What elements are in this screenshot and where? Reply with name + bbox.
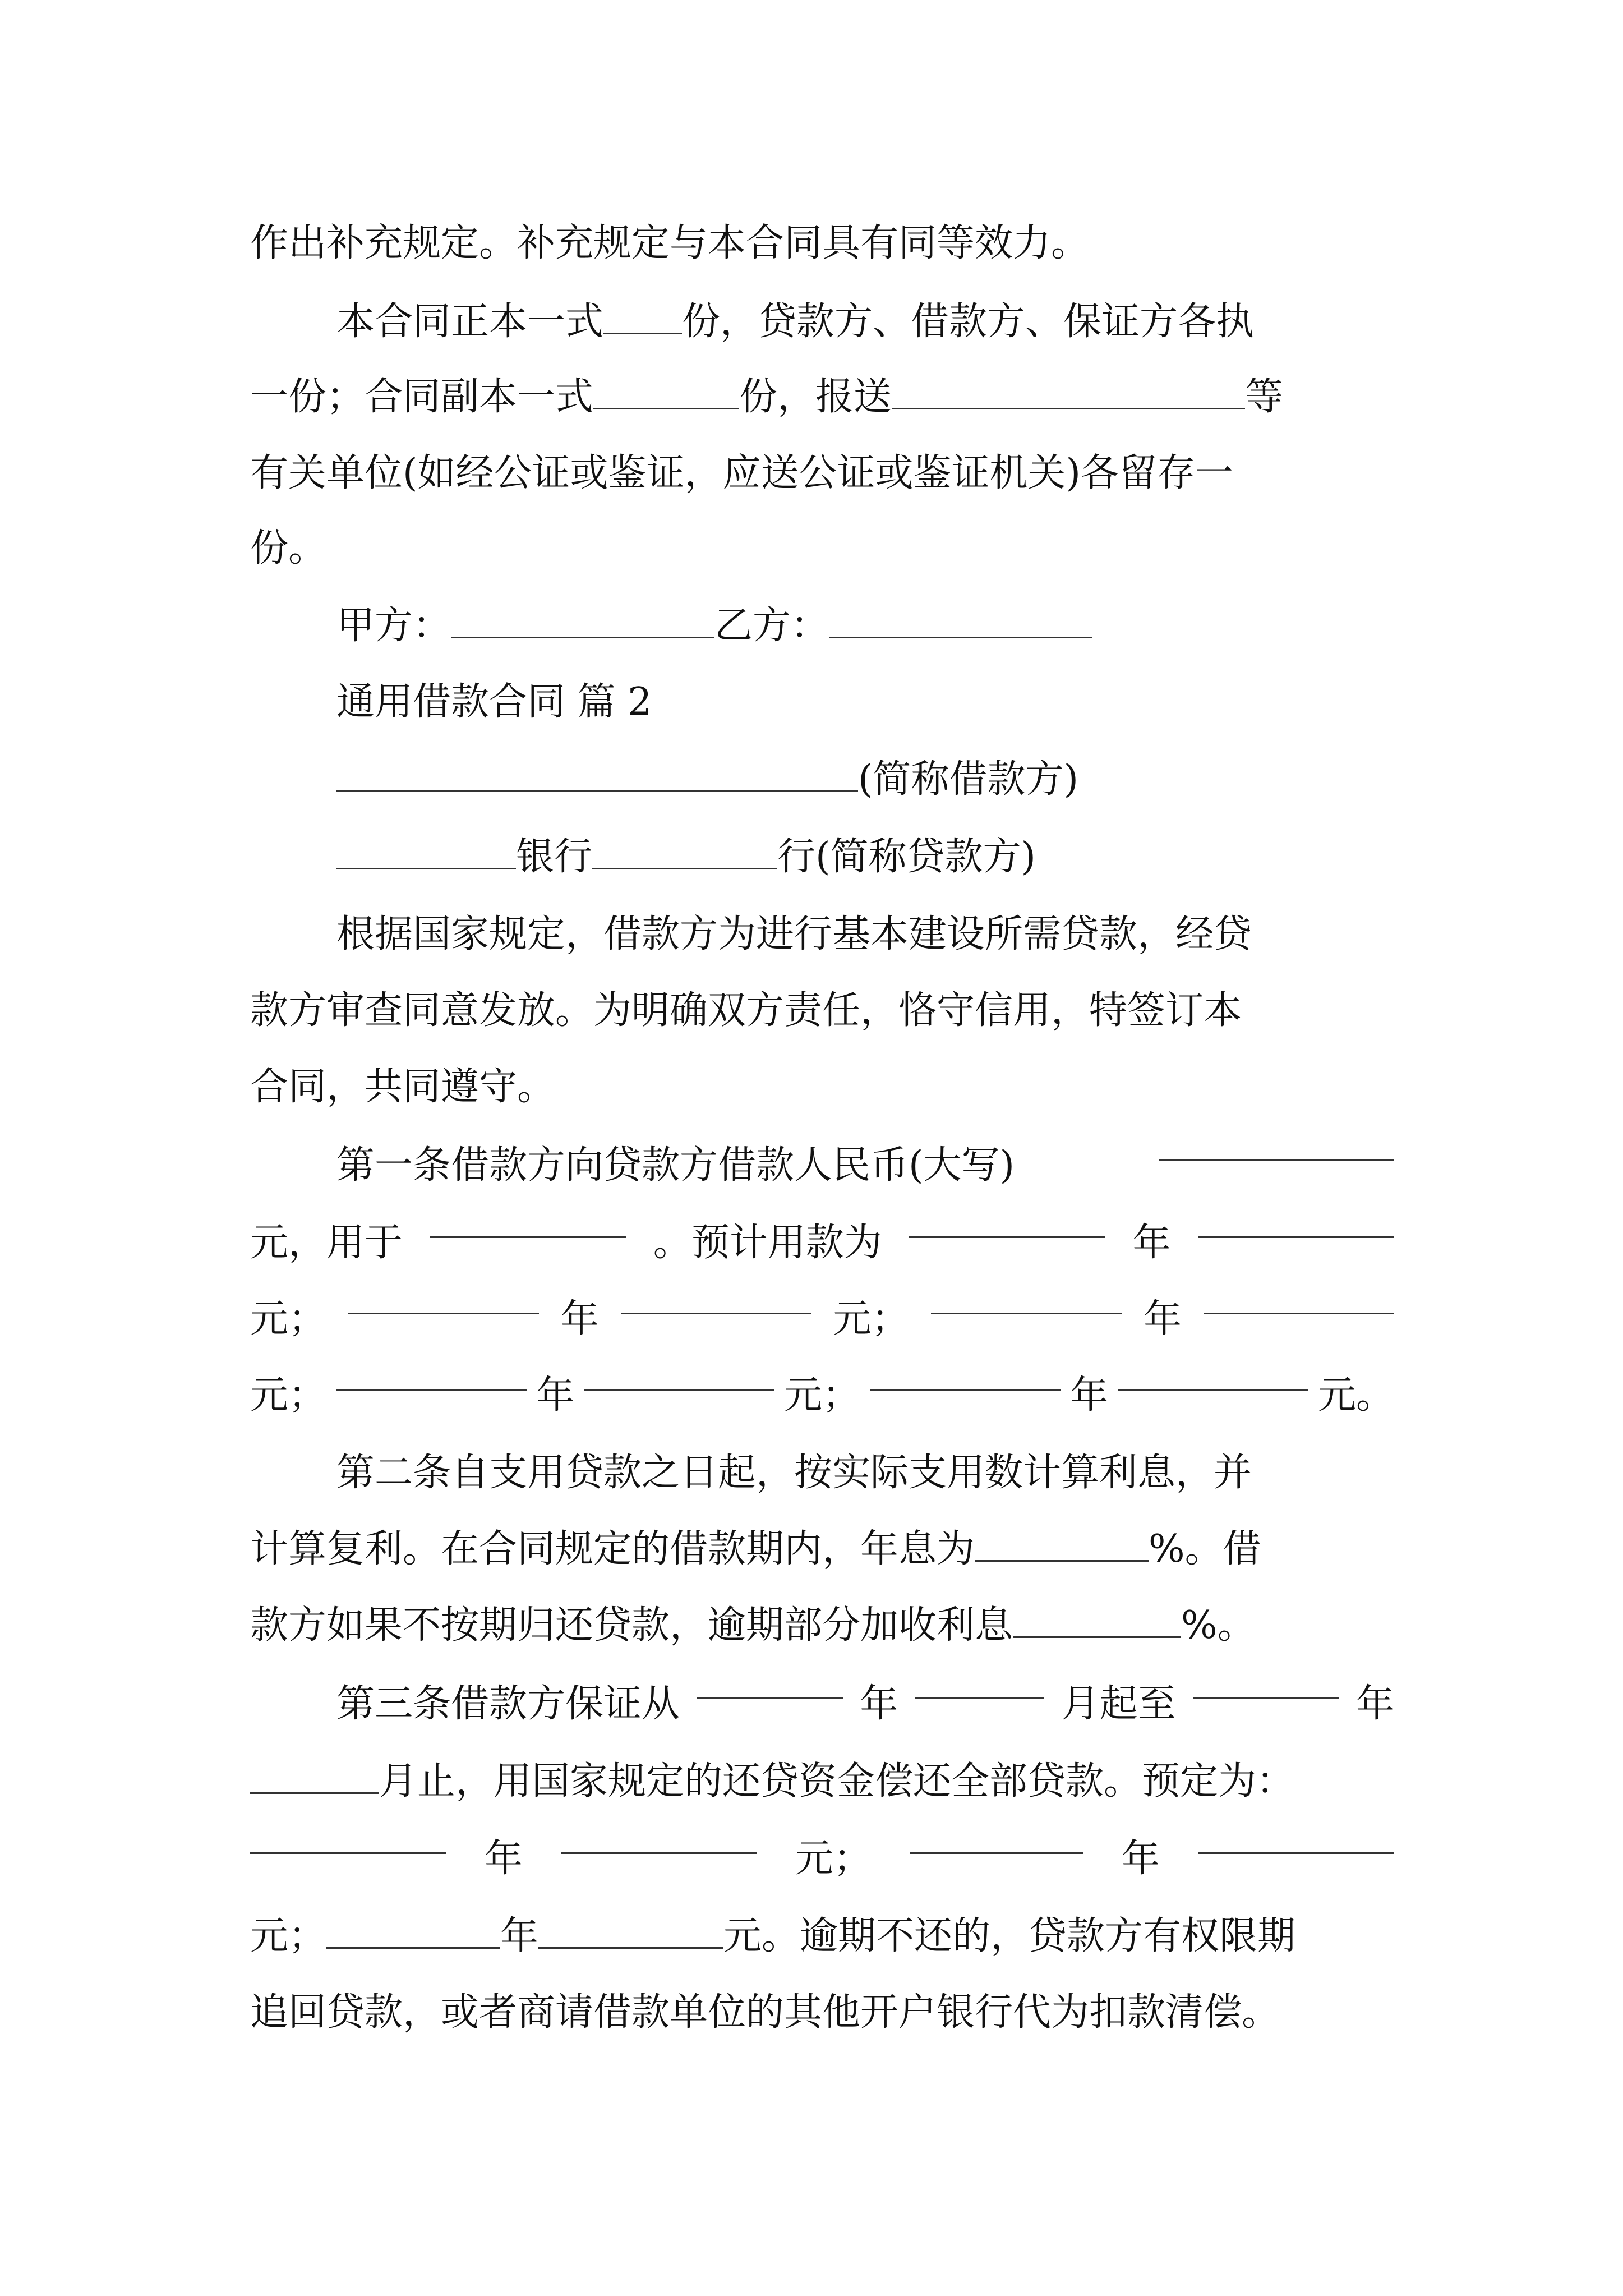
text-span: 元；	[250, 1297, 327, 1341]
fill-blank	[1013, 1605, 1181, 1638]
paragraph-line	[250, 1205, 1394, 1281]
fill-blank	[909, 1205, 1105, 1238]
fill-blank	[336, 836, 516, 869]
text-span: %。借	[1149, 1527, 1261, 1571]
paragraph-line	[250, 510, 1394, 587]
paragraph-line	[250, 1049, 1394, 1125]
fill-blank	[829, 605, 1092, 638]
text-span: 第三条借款方保证从	[336, 1682, 680, 1726]
text-span: ，用于	[288, 1221, 403, 1265]
fill-blank	[1193, 1666, 1339, 1699]
text-span: 元。	[1317, 1373, 1394, 1418]
fill-blank	[915, 1666, 1044, 1699]
fill-blank	[870, 1358, 1061, 1391]
text-span: 元；	[833, 1297, 910, 1341]
text-span: 元；	[250, 1914, 327, 1958]
paragraph-line	[250, 1743, 1394, 1820]
text-span: 款方如果不按期归还贷款，逾期部分加收利息	[250, 1603, 1013, 1648]
paragraph-line	[250, 435, 1394, 512]
fill-blank	[1198, 1821, 1394, 1854]
text-span: 年	[1144, 1297, 1182, 1341]
text-span: 年	[1069, 1373, 1108, 1418]
text-span: 年	[1355, 1682, 1394, 1726]
fill-blank	[326, 1916, 500, 1949]
text-span: 元	[250, 1221, 289, 1265]
text-span: 元；	[250, 1373, 327, 1418]
fill-blank	[336, 759, 858, 792]
text-span: 有关单位(如经公证或鉴证，应送公证或鉴证机关)各留存一	[250, 451, 1234, 495]
text-span: 合同，共同遵守。	[250, 1065, 556, 1109]
text-span: 元；	[783, 1373, 860, 1418]
fill-blank	[910, 1821, 1083, 1854]
text-span: 元。逾期不还的，贷款方有权限期	[723, 1914, 1296, 1958]
text-span: 款方审查同意发放。为明确双方责任，恪守信用，特签订本	[250, 988, 1242, 1033]
fill-blank	[931, 1281, 1122, 1314]
text-span: 作出补充规定。补充规定与本合同具有同等效力。	[250, 221, 1090, 265]
paragraph-line	[250, 1821, 1394, 1897]
text-span: 份。	[250, 526, 327, 570]
text-span: 一份；合同副本一式	[250, 375, 594, 419]
party-b-label: 乙方：	[714, 604, 829, 648]
text-span: 年	[484, 1837, 523, 1881]
heading-text: 通用借款合同 篇 2	[336, 680, 652, 724]
fill-blank	[592, 836, 777, 869]
fill-blank	[975, 1529, 1149, 1562]
section-heading	[336, 664, 1394, 740]
fill-blank	[603, 301, 682, 334]
paragraph-line	[250, 1281, 1394, 1358]
text-span: 等	[1245, 375, 1284, 419]
text-span: 第二条自支用贷款之日起，按实际支用数计算利息，并	[336, 1451, 1252, 1495]
text-span: 行(简称贷款方)	[777, 835, 1036, 879]
paragraph-line	[336, 1128, 1394, 1204]
text-span: 年	[500, 1914, 539, 1958]
text-span: %。	[1181, 1603, 1256, 1648]
fill-blank	[697, 1666, 843, 1699]
text-span: 。预计用款为	[653, 1221, 882, 1265]
fill-blank	[1159, 1128, 1394, 1161]
signature-line	[336, 588, 1394, 664]
paragraph-line	[250, 359, 1394, 435]
text-span: 年	[560, 1297, 599, 1341]
text-span: 年	[1132, 1221, 1171, 1265]
fill-blank	[892, 376, 1245, 409]
text-span: 年	[860, 1682, 898, 1726]
text-span: 计算复利。在合同规定的借款期内，年息为	[250, 1527, 975, 1571]
fill-blank	[538, 1916, 723, 1949]
text-span: (简称借款方)	[858, 757, 1079, 802]
paragraph-line	[250, 1898, 1394, 1975]
text-span: 银行	[516, 835, 593, 879]
text-span: 年	[536, 1373, 574, 1418]
fill-blank	[348, 1281, 539, 1314]
paragraph-line	[336, 896, 1394, 973]
fill-blank	[336, 1358, 527, 1391]
paragraph-line	[250, 1975, 1394, 2051]
fill-blank	[1204, 1281, 1394, 1314]
fill-blank	[430, 1205, 626, 1238]
text-span: 第一条借款方向贷款方借款人民币(大写)	[336, 1143, 1015, 1188]
fill-blank	[250, 1761, 379, 1794]
text-span: 份，报送	[739, 375, 892, 419]
fill-blank	[584, 1358, 774, 1391]
paragraph-line	[250, 1511, 1394, 1588]
party-line	[336, 742, 1394, 818]
text-span: 份，贷款方、借款方、保证方各执	[682, 300, 1255, 344]
paragraph-line	[250, 1358, 1394, 1434]
paragraph-line	[336, 1666, 1394, 1742]
paragraph-line	[250, 205, 1394, 282]
text-span: 追回贷款，或者商请借款单位的其他开户银行代为扣款清偿。	[250, 1990, 1280, 2035]
party-line	[336, 819, 1394, 895]
paragraph-line	[250, 1588, 1394, 1664]
paragraph-line	[336, 284, 1394, 360]
text-span: 月止，用国家规定的还贷资金偿还全部贷款。预定为：	[379, 1759, 1295, 1803]
fill-blank	[250, 1821, 446, 1854]
fill-blank	[561, 1821, 757, 1854]
paragraph-line	[336, 1435, 1394, 1511]
fill-blank	[1118, 1358, 1308, 1391]
fill-blank	[1198, 1205, 1394, 1238]
fill-blank	[621, 1281, 811, 1314]
fill-blank	[593, 376, 739, 409]
party-a-label: 甲方：	[336, 604, 451, 648]
paragraph-line	[250, 973, 1394, 1049]
text-span: 元；	[795, 1837, 872, 1881]
fill-blank	[451, 605, 714, 638]
text-span: 根据国家规定，借款方为进行基本建设所需贷款，经贷	[336, 912, 1252, 956]
text-span: 月起至	[1061, 1682, 1176, 1726]
text-span: 本合同正本一式	[336, 300, 604, 344]
text-span: 年	[1121, 1837, 1160, 1881]
